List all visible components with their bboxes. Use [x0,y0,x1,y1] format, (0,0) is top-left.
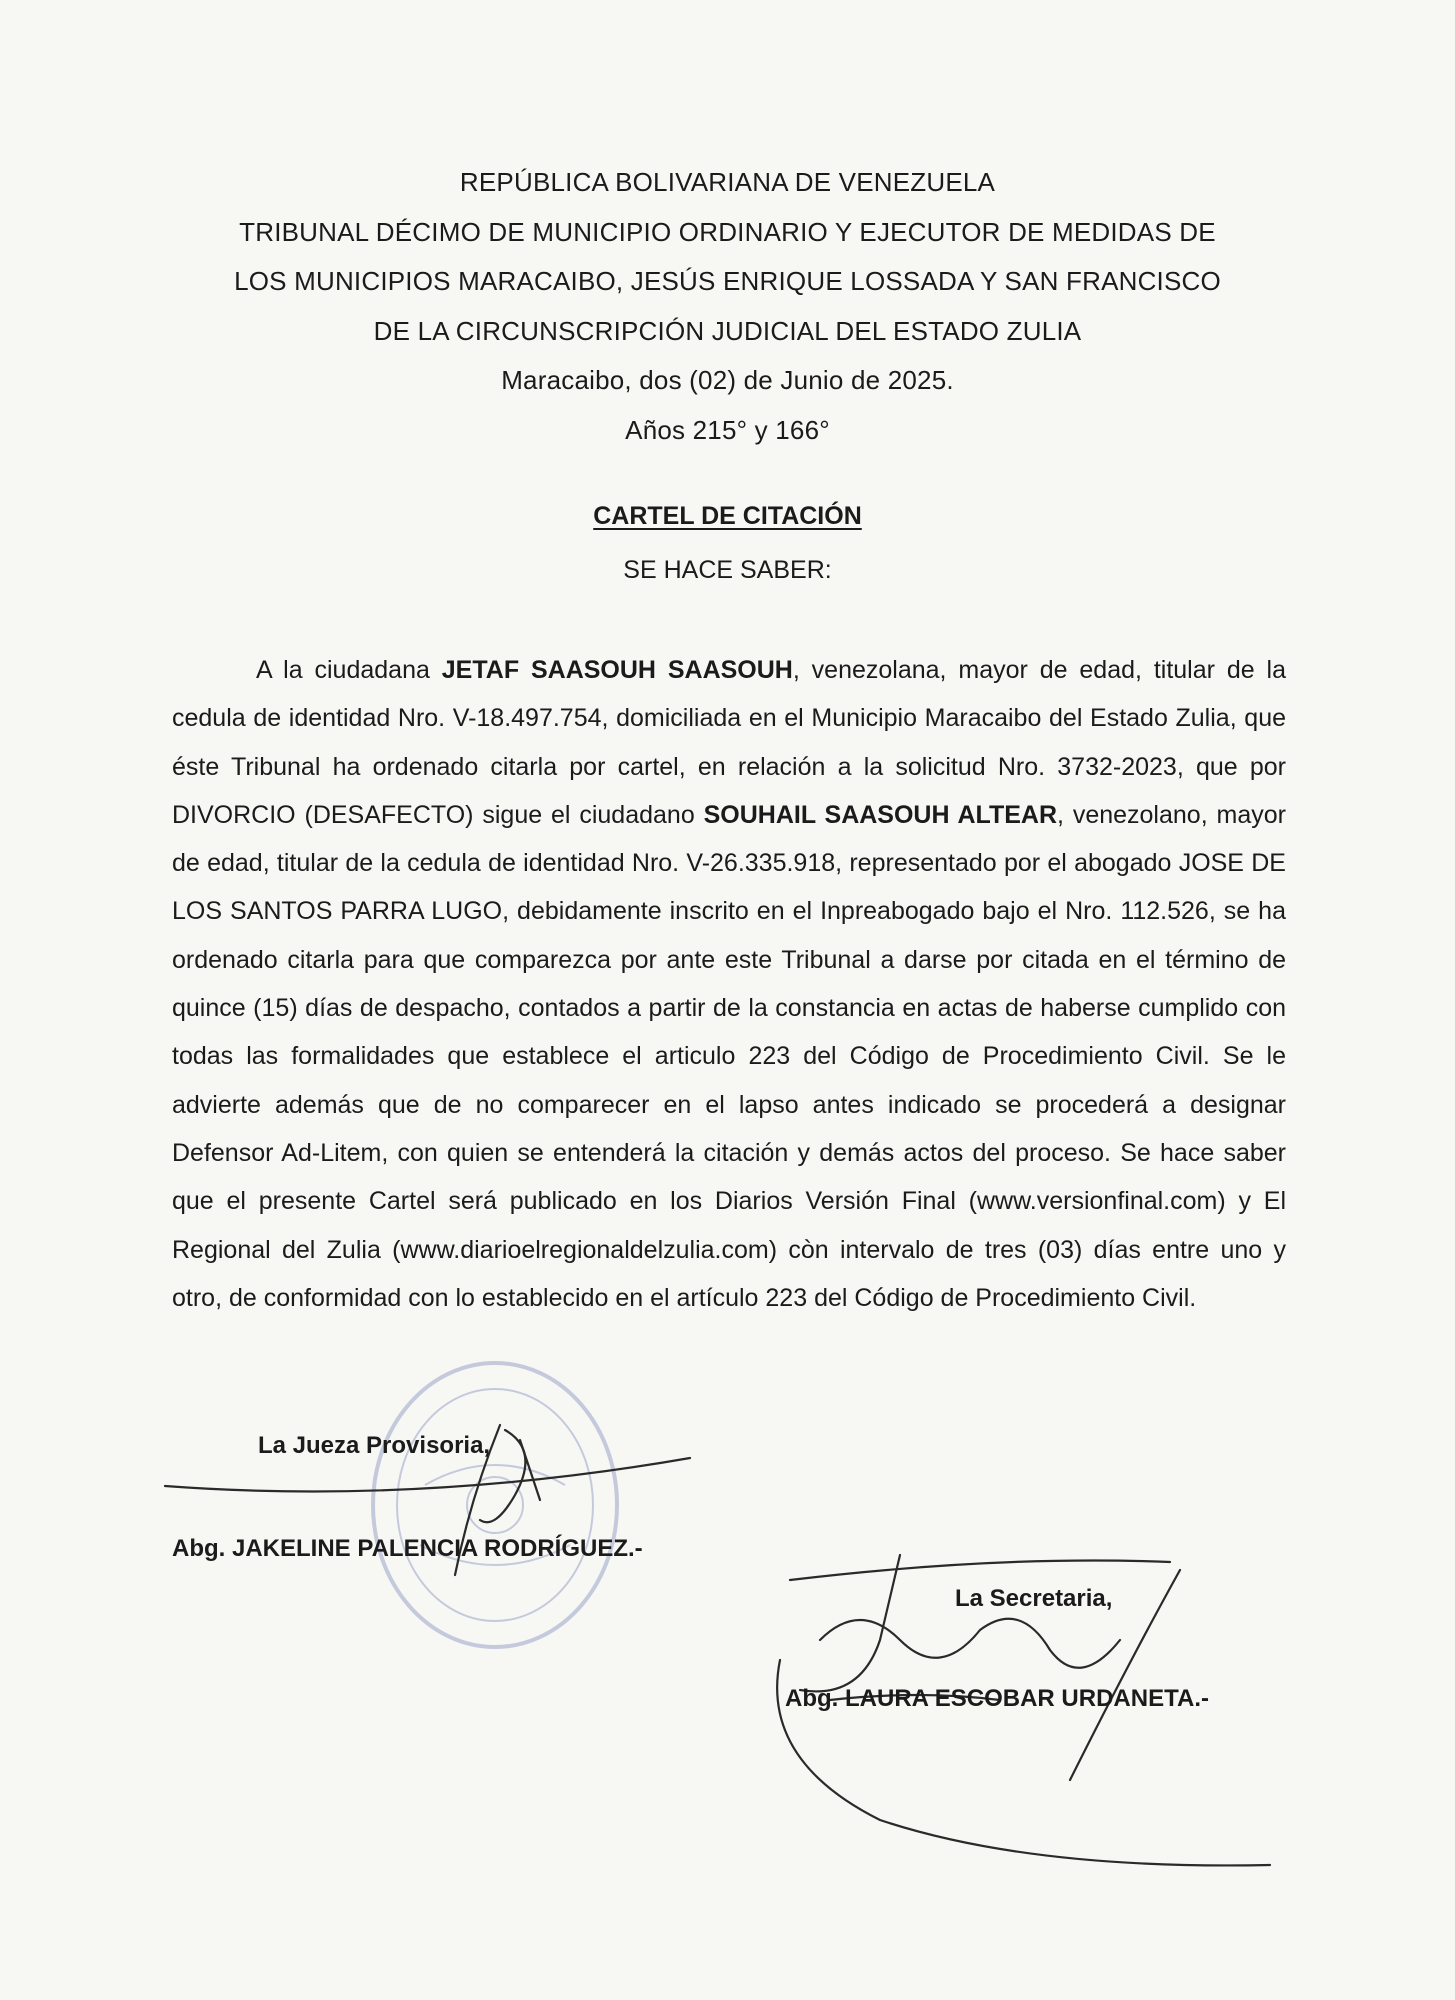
header-court-line-3: DE LA CIRCUNSCRIPCIÓN JUDICIAL DEL ESTADO ZULIA [373,315,1082,346]
judge-name: Abg. JAKELINE PALENCIA RODRÍGUEZ.- [172,1535,643,1562]
document-title-text: CARTEL DE CITACIÓN [593,502,862,530]
body-part-1: A la ciudadana [256,656,442,684]
document-title [140,502,1315,531]
header-country: REPÚBLICA BOLIVARIANA DE VENEZUELA [459,167,996,197]
document-subtitle: SE HACE SABER: [623,556,832,584]
applicant-name: SOUHAIL SAASOUH ALTEAR [703,800,1057,829]
document-header [140,158,1315,455]
secretary-name: Abg. LAURA ESCOBAR URDANETA.- [785,1685,1209,1712]
document-body [172,646,1286,1322]
header-court-line-2: LOS MUNICIPIOS MARACAIBO, JESÚS ENRIQUE LOSSADA Y SAN FRANCISCO [234,266,1221,296]
secretary-title: La Secretaria, [955,1585,1113,1612]
court-seal-stamp [345,1335,645,1675]
body-part-2: , venezolana, mayor de edad, titular de la cedula de identidad Nro. V-18.497.754, domiciliada en el Municipio Maracaibo del Estado Zulia, que éste Tribunal ha ordenado citarla por cartel, en relación a la solicitud Nro. 3732-2023, que por DIVORCIO (DESAFECTO) sigue el ciudadano [172,656,1286,829]
header-years: Años 215° y 166° [625,414,830,445]
header-date: Maracaibo, dos (02) de Junio de 2025. [501,365,954,395]
cited-person-name: JETAF SAASOUH SAASOUH [441,656,793,684]
header-court-line-1: TRIBUNAL DÉCIMO DE MUNICIPIO ORDINARIO Y EJECUTOR DE MEDIDAS DE [239,216,1216,247]
body-part-3: , venezolano, mayor de edad, titular de la cedula de identidad Nro. V-26.335.918, representado por el abogado JOSE DE LOS SANTOS PARRA LUGO, debidamente inscrito en el Inpreabogado bajo el Nro. 112.526, se ha ordenado citarla para que comparezca por ante este Tribunal a darse por citada en el término de quince (15) días de despacho, contados a partir de la constancia en actas de haberse cumplido con todas las formalidades que establece el articulo 223 del Código de Procedimiento Civil. Se le advierte además que de no comparecer en el lapso antes indicado se procederá a designar Defensor Ad-Litem, con quien se entenderá la citación y demás actos del proceso. Se hace saber que el presente Cartel será publicado en los Diarios Versión Final (www.versionfinal.com) y El Regional del Zulia (www.diarioelregionaldelzulia.com) còn intervalo de tres (03) días entre uno y otro, de conformidad con lo establecido en el artículo 223 del Código de Procedimiento Civil. [172,800,1286,1312]
judge-title: La Jueza Provisoria, [258,1432,491,1459]
